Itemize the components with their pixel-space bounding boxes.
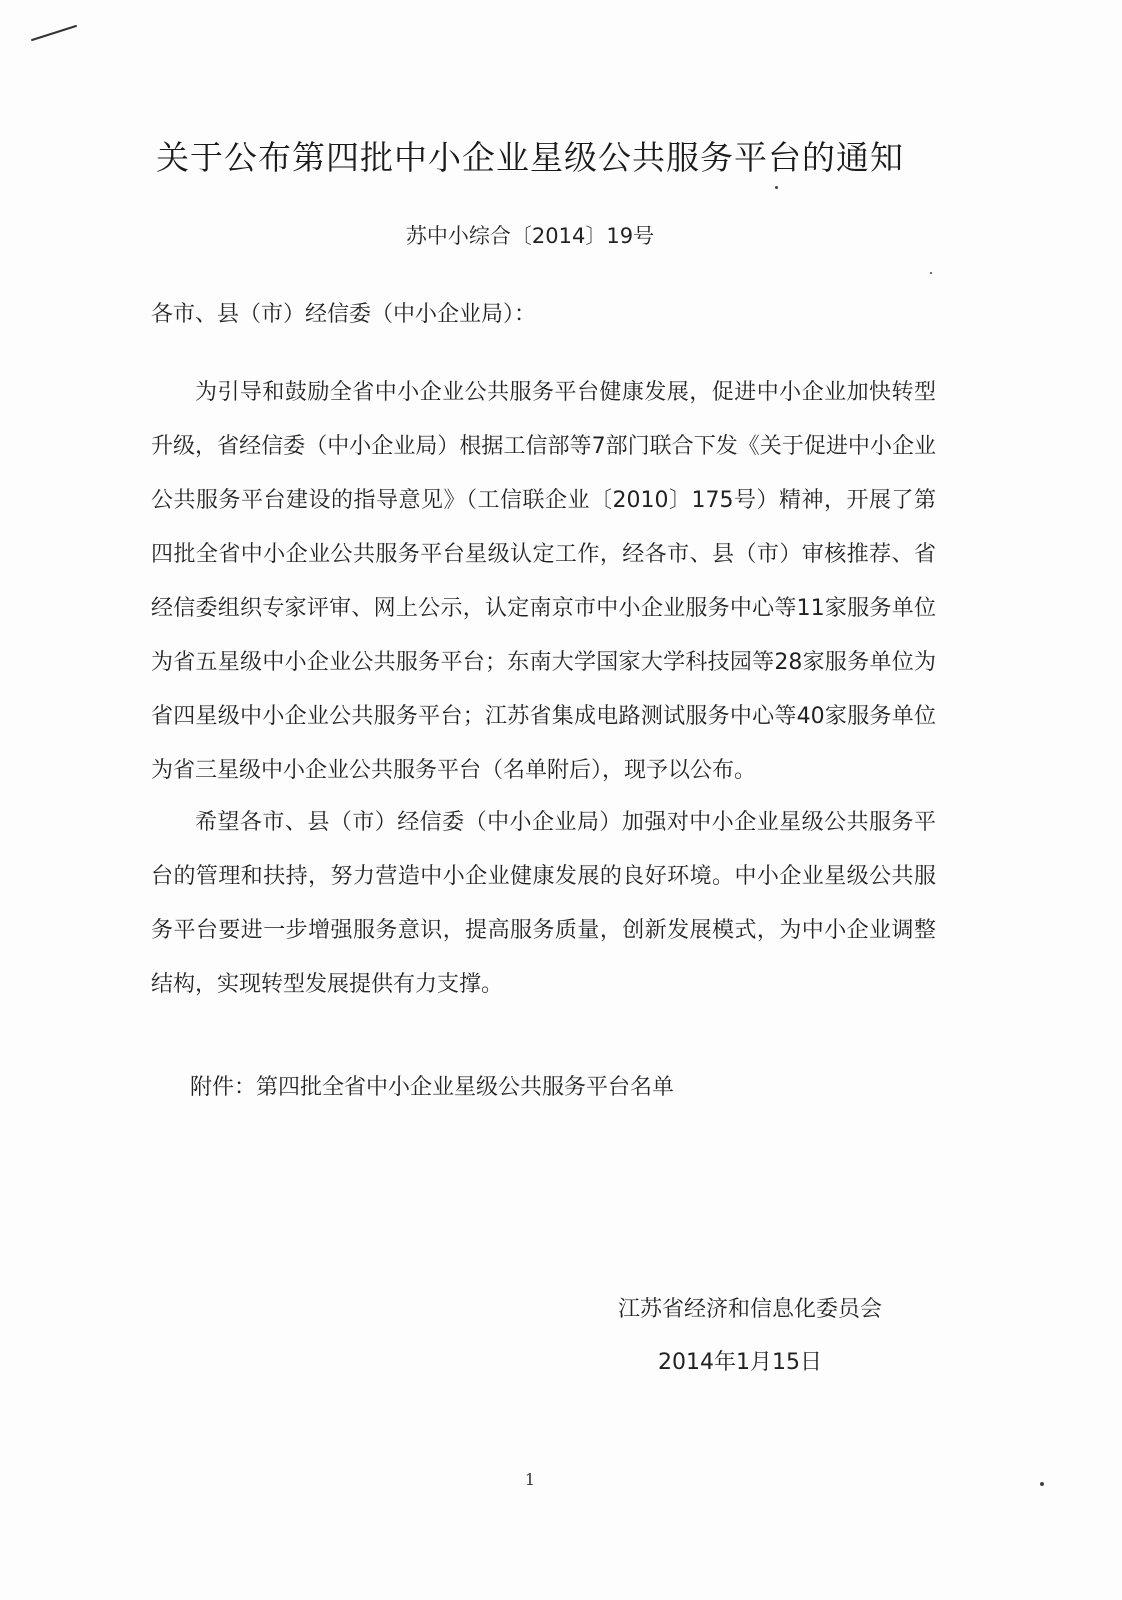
scan-speck <box>775 186 778 189</box>
scan-speck <box>930 272 932 274</box>
body-paragraph-1: 为引导和鼓励全省中小企业公共服务平台健康发展，促进中小企业加快转型升级，省经信委（中小企业局）根据工信部等7部门联合下发《关于促进中小企业公共服务平台建设的指导意见》（工信联企业〔2010〕175号）精神，开展了第四批全省中小企业公共服务平台星级认定工作，经各市、县（市）审核推荐、省经信委组织专家评审、网上公示，认定南京市中小企业服务中心等11家服务单位为省五星级中小企业公共服务平台；东南大学国家大学科技园等28家服务单位为省四星级中小企业公共服务平台；江苏省集成电路测试服务中心等40家服务单位为省三星级中小企业公共服务平台（名单附后），现予以公布。 <box>151 380 936 783</box>
salutation: 各市、县（市）经信委（中小企业局）： <box>151 302 537 327</box>
scan-speck <box>1040 1482 1044 1486</box>
page-number: 1 <box>524 1470 536 1489</box>
issuer-name: 江苏省经济和信息化委员会 <box>618 1297 883 1322</box>
pen-mark <box>30 22 80 42</box>
body-paragraph-2: 希望各市、县（市）经信委（中小企业局）加强对中小企业星级公共服务平台的管理和扶持，努力营造中小企业健康发展的良好环境。中小企业星级公共服务平台要进一步增强服务意识，提高服务质量，创新发展模式，为中小企业调整结构，实现转型发展提供有力支撑。 <box>151 810 936 997</box>
attachment-line: 附件：第四批全省中小企业星级公共服务平台名单 <box>190 1075 675 1100</box>
document-number: 苏中小综合〔2014〕19号 <box>405 224 655 248</box>
notice-title: 关于公布第四批中小企业星级公共服务平台的通知 <box>156 138 904 177</box>
issue-date: 2014年1月15日 <box>658 1350 822 1375</box>
